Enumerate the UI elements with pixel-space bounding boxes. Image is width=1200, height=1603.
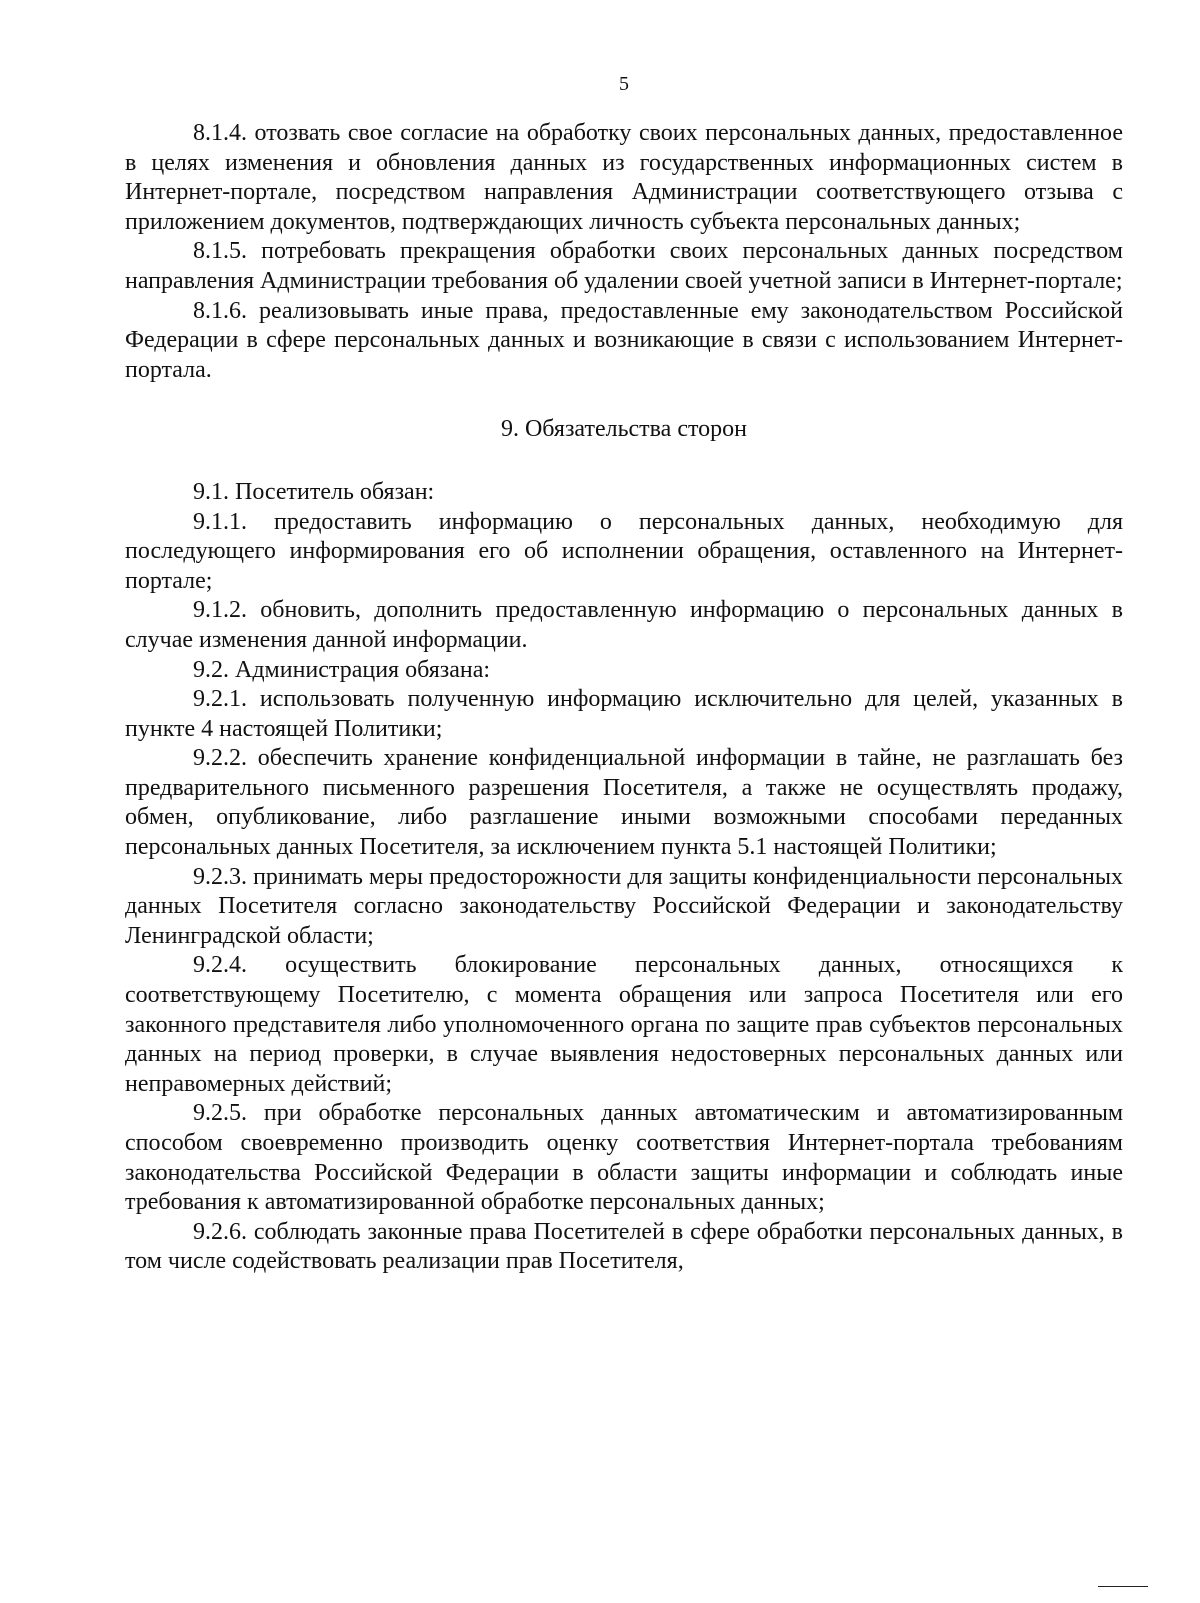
scan-corner-mark xyxy=(1098,1586,1148,1587)
page-number: 5 xyxy=(619,73,629,95)
paragraph-9-1: 9.1. Посетитель обязан: xyxy=(193,478,435,505)
paragraph-8-1-4: 8.1.4. отозвать свое согласие на обработку своих персональных данных, предоставленное в целях изменения и обновления данных из государственных информационных систем в Интернет-портале, посредством направления Администрации соответствующего отзыва с приложением документов, подтверждающих личность субъекта персональных данных; xyxy=(125,120,1123,235)
section-title: 9. Обязательства сторон xyxy=(500,416,748,443)
document-body xyxy=(125,119,1123,1277)
paragraph-9-2-2: 9.2.2. обеспечить хранение конфиденциальной информации в тайне, не разглашать без предварительного письменного разрешения Посетителя, а также не осуществлять продажу, обмен, опубликование, либо разглашение иными возможными способами переданных персональных данных Посетителя, за исключением пункта 5.1 настоящей Политики; xyxy=(125,745,1123,861)
paragraph-9-2-1: 9.2.1. использовать полученную информацию исключительно для целей, указанных в пункте 4 настоящей Политики; xyxy=(125,686,1123,742)
paragraph-9-2-4: 9.2.4. осуществить блокирование персональных данных, относящихся к соответствующему Посетителю, с момента обращения или запроса Посетителя или его законного представителя либо уполномоченного органа по защите прав субъектов персональных данных на период проверки, в случае выявления недостоверных персональных данных или неправомерных действий; xyxy=(125,952,1123,1097)
paragraph-9-2-6: 9.2.6. соблюдать законные права Посетителей в сфере обработки персональных данных, в том числе содействовать реализации прав Посетителя, xyxy=(125,1218,1123,1275)
paragraph-9-2-5: 9.2.5. при обработке персональных данных автоматическим и автоматизированным способом своевременно производить оценку соответствия Интернет-портала требованиям законодательства Российской Федерации в области защиты информации и соблюдать иные требования к автоматизированной обработке персональных данных; xyxy=(125,1100,1123,1216)
paragraph-9-1-2: 9.1.2. обновить, дополнить предоставленную информацию о персональных данных в случае изменения данной информации. xyxy=(125,597,1123,653)
paragraph-9-2: 9.2. Администрация обязана: xyxy=(193,656,491,683)
paragraph-9-2-3: 9.2.3. принимать меры предосторожности для защиты конфиденциальности персональных данных Посетителя согласно законодательству Российской Федерации и законодательству Ленинградской области; xyxy=(125,863,1123,949)
paragraph-8-1-6: 8.1.6. реализовывать иные права, предоставленные ему законодательством Российской Федерации в сфере персональных данных и возникающие в связи с использованием Интернет-портала. xyxy=(125,297,1123,383)
paragraph-8-1-5: 8.1.5. потребовать прекращения обработки своих персональных данных посредством направления Администрации требования об удалении своей учетной записи в Интернет-портале; xyxy=(125,238,1123,294)
paragraph-9-1-1: 9.1.1. предоставить информацию о персональных данных, необходимую для последующего информирования его об исполнении обращения, оставленного на Интернет-портале; xyxy=(125,508,1123,594)
